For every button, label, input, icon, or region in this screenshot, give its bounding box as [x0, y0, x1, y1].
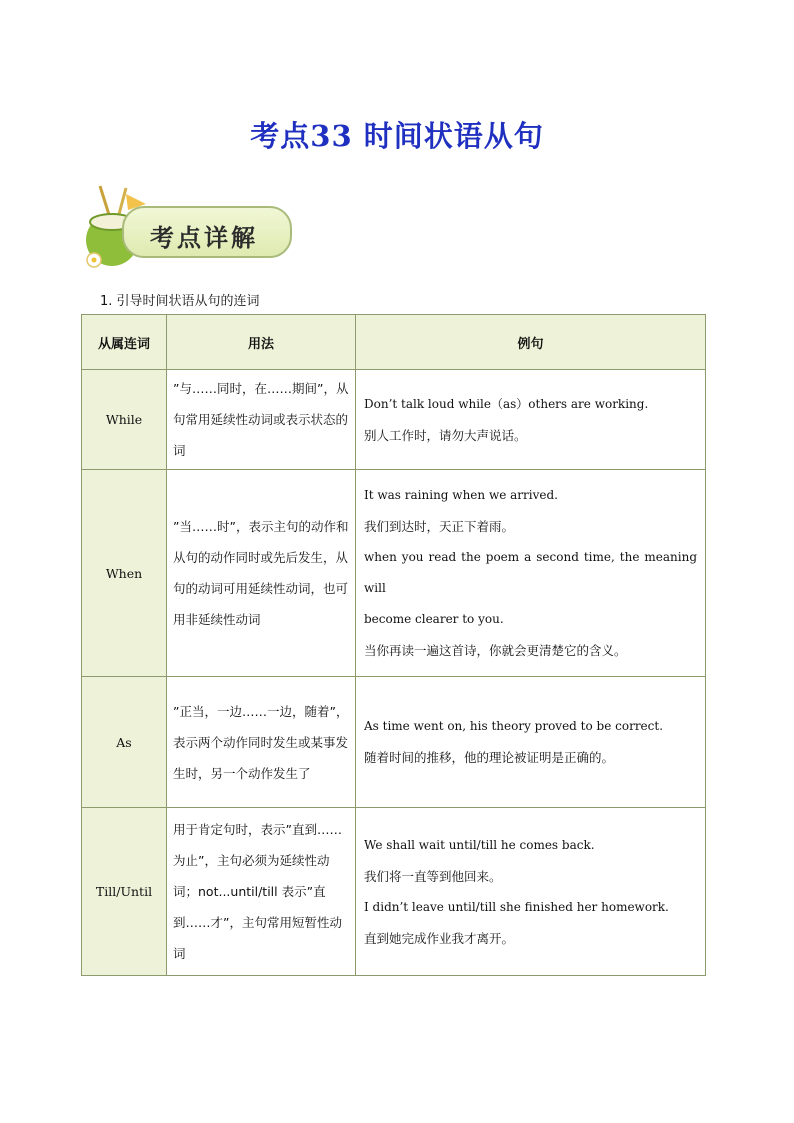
header-example: 例句: [356, 315, 706, 370]
example-line: 我们将一直等到他回来。: [364, 868, 502, 884]
header-conjunction: 从属连词: [82, 315, 167, 370]
usage-cell: ”正当，一边……一边，随着”，表示两个动作同时发生或某事发生时，另一个动作发生了: [167, 677, 356, 808]
example-line: become clearer to you.: [364, 612, 504, 626]
example-line: It was raining when we arrived.: [364, 488, 558, 502]
example-line: 别人工作时，请勿大声说话。: [364, 427, 527, 443]
table-row: [82, 370, 706, 470]
usage-cell: 用于肯定句时，表示”直到……为止”，主句必须为延续性动词；not...until/till 表示”直到……才”，主句常用短暂性动词: [167, 808, 356, 976]
example-line: 直到她完成作业我才离开。: [364, 930, 515, 946]
conjunction-cell: When: [82, 470, 167, 677]
table-row: [82, 470, 706, 677]
example-cell: [356, 808, 706, 976]
example-cell: [356, 370, 706, 470]
usage-cell: ”当……时”，表示主句的动作和从句的动作同时或先后发生，从句的动词可用延续性动词，也可用非延续性动词: [167, 470, 356, 677]
section-heading: 1. 引导时间状语从句的连词: [100, 294, 260, 309]
example-line: 随着时间的推移，他的理论被证明是正确的。: [364, 750, 615, 765]
example-line: 我们到达时，天正下着雨。: [364, 519, 515, 534]
conjunction-table: [81, 314, 706, 976]
example-line: As time went on, his theory proved to be correct.: [364, 719, 664, 733]
table-row: [82, 677, 706, 808]
example-cell: [356, 470, 706, 677]
conjunction-cell: As: [82, 677, 167, 808]
table-header-row: [82, 315, 706, 370]
example-cell: [356, 677, 706, 808]
example-line: Don’t talk loud while（as）others are working.: [364, 396, 649, 411]
banner-label: 考点详解: [150, 223, 258, 252]
conjunction-cell: While: [82, 370, 167, 470]
header-usage: 用法: [167, 315, 356, 370]
example-line: We shall wait until/till he comes back.: [364, 837, 595, 852]
example-line: I didn’t leave until/till she finished her homework.: [364, 899, 669, 914]
table-row: [82, 808, 706, 976]
example-line: when you read the poem a second time, the meaning will: [364, 550, 697, 595]
usage-cell: ”与……同时，在……期间”，从句常用延续性动词或表示状态的词: [167, 370, 356, 470]
example-line: 当你再读一遍这首诗，你就会更清楚它的含义。: [364, 643, 627, 658]
conjunction-cell: Till/Until: [82, 808, 167, 976]
page-title: 考点33 时间状语从句: [250, 119, 544, 153]
section-banner: [74, 182, 292, 272]
